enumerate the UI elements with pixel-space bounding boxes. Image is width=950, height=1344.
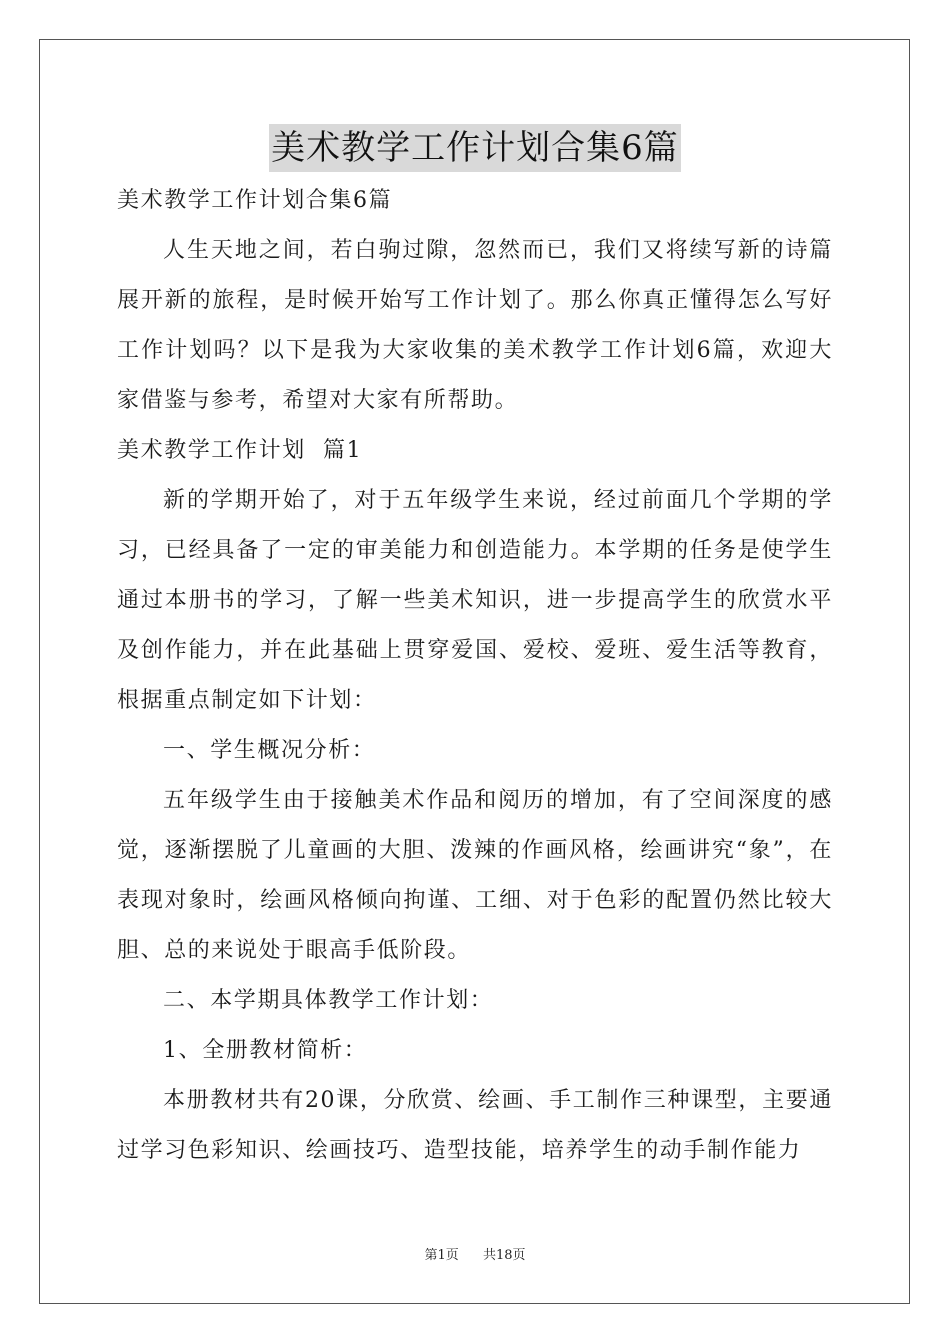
student-overview-paragraph: 五年级学生由于接触美术作品和阅历的增加，有了空间深度的感觉，逐渐摆脱了儿童画的大胆、泼辣的作画风格，绘画讲究“象”，在表现对象时，绘画风格倾向拘谨、工细、对于色彩的配置仍然比较大胆、总的来说处于眼高手低阶段。 — [117, 788, 833, 963]
page-number: 第1页 — [424, 1248, 459, 1263]
textbook-analysis-paragraph: 本册教材共有20课，分欣赏、绘画、手工制作三种课型，主要通过学习色彩知识、绘画技巧、造型技能，培养学生的动手制作能力 — [117, 1088, 833, 1163]
page-total: 共18页 — [483, 1248, 526, 1263]
document-body — [117, 176, 833, 1176]
section-1-heading: 美术教学工作计划 篇1 — [117, 438, 363, 463]
document-subtitle: 美术教学工作计划合集6篇 — [117, 188, 393, 213]
intro-paragraph: 人生天地之间，若白驹过隙，忽然而已，我们又将续写新的诗篇展开新的旅程，是时候开始写工作计划了。那么你真正懂得怎么写好工作计划吗？以下是我为大家收集的美术教学工作计划6篇，欢迎大家借鉴与参考，希望对大家有所帮助。 — [117, 238, 833, 413]
section-1-paragraph: 新的学期开始了，对于五年级学生来说，经过前面几个学期的学习，已经具备了一定的审美能力和创造能力。本学期的任务是使学生通过本册书的学习，了解一些美术知识，进一步提高学生的欣赏水平及创作能力，并在此基础上贯穿爱国、爱校、爱班、爱生活等教育，根据重点制定如下计划： — [117, 488, 833, 713]
title-wrap — [0, 124, 950, 172]
document-title: 美术教学工作计划合集6篇 — [269, 124, 681, 172]
textbook-analysis-heading: 1、全册教材简析： — [163, 1038, 368, 1063]
student-overview-heading: 一、学生概况分析： — [163, 738, 376, 763]
page-footer — [0, 1244, 950, 1263]
teaching-plan-heading: 二、本学期具体教学工作计划： — [163, 988, 494, 1013]
